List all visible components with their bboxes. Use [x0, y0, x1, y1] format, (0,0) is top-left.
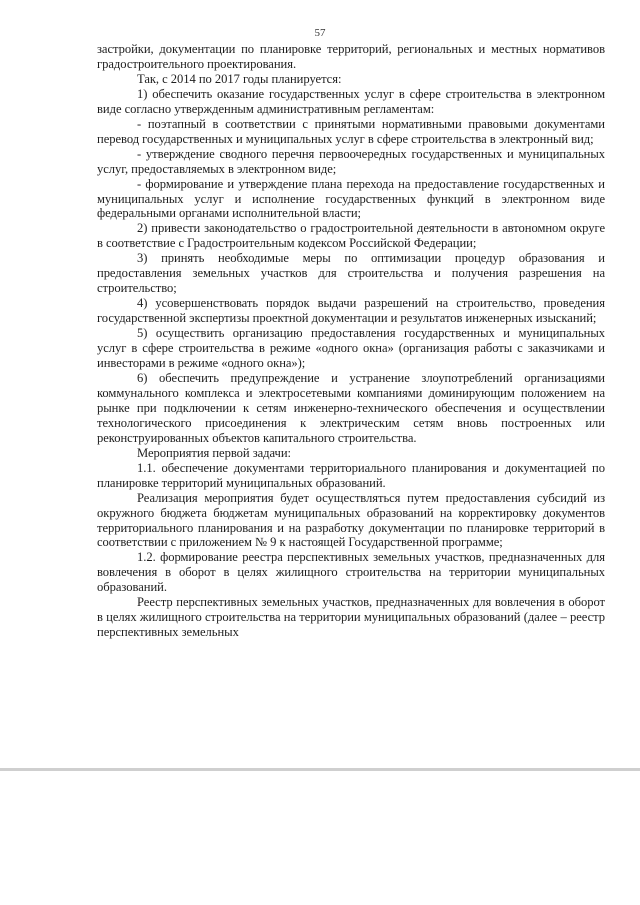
body-paragraph: Реализация мероприятия будет осуществляться путем предоставления субсидий из окружного бюджета бюджетам муниципальных образований на корректировку документов территориального планирования и на разработку документации по планировке территорий в соответствии с приложением № 9 к настоящей Государственной программе; [97, 490, 605, 550]
body-paragraph: 6) обеспечить предупреждение и устранение злоупотреблений организациями коммунального комплекса и электросетевыми компаниями доминирующим положением на рынке при подключении к сетям инженерно-технического обеспечения и осуществлении технологического присоединения к электрическим сетям вновь построенных или реконструированных объектов капитального строительства. [97, 370, 605, 445]
body-paragraph: застройки, документации по планировке территорий, региональных и местных нормативов градостроительного проектирования. [97, 42, 605, 71]
body-paragraph: 2) привести законодательство о градостроительной деятельности в автономном округе в соответствие с Градостроительным кодексом Российской Федерации; [97, 221, 605, 251]
page-number: 57 [314, 27, 326, 39]
body-paragraph: Так, с 2014 по 2017 годы планируется: [137, 71, 342, 86]
body-paragraph: 1.2. формирование реестра перспективных земельных участков, предназначенных для вовлечения в оборот в целях жилищного строительства на территории муниципальных образований. [97, 550, 605, 595]
body-paragraph: Реестр перспективных земельных участков, предназначенных для вовлечения в оборот в целях жилищного строительства на территории муниципальных образований (далее – реестр перспективных земельных [97, 595, 605, 640]
body-paragraph: - поэтапный в соответствии с принятыми нормативными правовыми документами перевод государственных и муниципальных услуг в сфере строительства в электронный вид; [97, 116, 605, 146]
blank-area [0, 771, 640, 905]
body-paragraph: 3) принять необходимые меры по оптимизации процедур образования и предоставления земельных участков для строительства и получения разрешения на строительство; [97, 251, 605, 296]
body-paragraph: Мероприятия первой задачи: [137, 445, 291, 460]
body-paragraph: - утверждение сводного перечня первоочередных государственных и муниципальных услуг, предоставляемых в электронном виде; [97, 146, 605, 176]
body-paragraph: - формирование и утверждение плана перехода на предоставление государственных и муниципальных услуг и исполнение государственных функций в электронном виде федеральными органами исполнительной власти; [97, 176, 605, 221]
document-body [97, 42, 605, 640]
body-paragraph: 1) обеспечить оказание государственных услуг в сфере строительства в электронном виде согласно утвержденным административным регламентам: [97, 86, 605, 116]
body-paragraph: 4) усовершенствовать порядок выдачи разрешений на строительство, проведения государственной экспертизы проектной документации и результатов инженерных изысканий; [97, 296, 605, 326]
body-paragraph: 5) осуществить организацию предоставления государственных и муниципальных услуг в сфере строительства в режиме «одного окна» (организация работы с заказчиками и инвесторами в режиме «одного окна»); [97, 326, 605, 371]
body-paragraph: 1.1. обеспечение документами территориального планирования и документацией по планировке территорий муниципальных образований. [97, 460, 605, 490]
